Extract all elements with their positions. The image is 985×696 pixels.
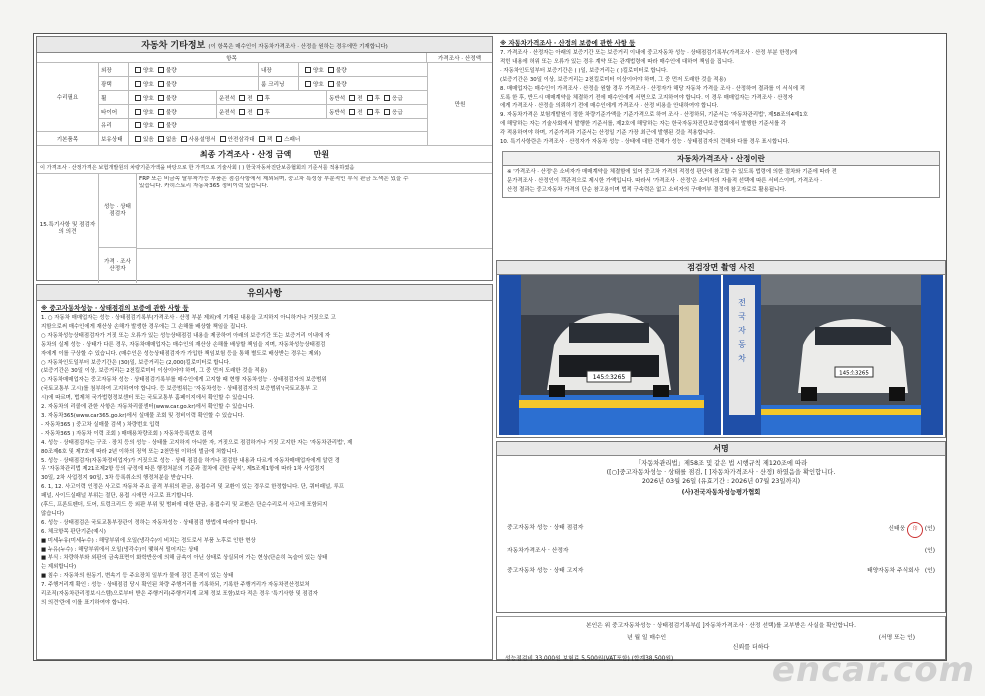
checkbox[interactable] <box>349 109 355 115</box>
text-line: · 자동차인도일부터 보증기간은 ( )일, 보증거리는 ( )킬로미터로 합니다. <box>500 67 668 74</box>
text-line: 3. 자동차365(www.car365.go.kr)에서 실매물 조회 및 정비이력 확인할 수 있습니다. <box>41 412 245 419</box>
checkbox[interactable] <box>257 109 263 115</box>
opt-spare: 응급 <box>392 109 403 116</box>
text-line: 6. 체크항목 판단기준(예시) <box>41 528 106 535</box>
opt-front: 전 <box>247 95 253 102</box>
opt-bad: 불량 <box>165 123 177 129</box>
checkbox[interactable] <box>328 67 334 73</box>
special-inspector-text <box>139 176 490 190</box>
text-line: 2. 자동차의 리콜에 관한 사항은 자동차리콜센터(www.car.go.kr)에서 확인할 수 있습니다. <box>41 404 255 411</box>
checkbox[interactable] <box>158 136 164 142</box>
col-item-header: 항목 <box>37 53 427 62</box>
text-line: - 자동차365 ) 중고차 실매물 검색 ) 차량번호 입력 <box>41 421 160 428</box>
opt-none: 없음 <box>165 136 177 143</box>
opt-bad: 불량 <box>165 109 177 116</box>
checkbox[interactable] <box>305 67 311 73</box>
notifier-label: 중고자동차 성능 · 상태 고지자 <box>507 568 584 574</box>
inspector-label: 중고자동차 성능 · 상태 점검자 <box>507 525 584 531</box>
svg-text:자: 자 <box>738 326 746 335</box>
text-line: 80조제6호 및 제7호에 따라 2년 이하의 징역 또는 2천만원 이하의 벌금에 처합니다. <box>41 448 239 455</box>
text-line: 않습니다) <box>41 510 64 517</box>
text-line: 1. ○ 자동차 매매업자는 성능 · 상태점검기록부(가격조사 · 산정 부분 제외)에 기재된 내용을 고지하지 아니하거나 거짓으로 고 <box>41 315 336 321</box>
checkbox[interactable] <box>135 95 141 101</box>
text-line: 8. 매매업자는 매수인이 가격조사 · 산정을 원할 경우 가격조사 · 산정자가 해당 자동차 가격을 조사 · 산정하여 결과를 이 서식에 적 <box>500 85 805 92</box>
text-line: 5. 성능 · 상태점검자(자동차정비업자)가 거짓으로 성능 · 상태 점검을 하거나 점검한 내용과 다르게 자동차매매업자에게 알린 경 <box>41 457 340 464</box>
statement-date: 2026년 03월 26일 (유효기간 : 2026년 07월 23일까지) <box>641 478 801 485</box>
row-label: 동반석 <box>329 109 346 116</box>
receipt-line: 본인은 위 중고자동차성능 · 상태점검기록부([ ]자동차가격조사 · 산정 선택)를 교부받은 사실을 확인합니다. <box>585 623 857 629</box>
text-line: (국토교통부 고시)를 첨부하여 고지하여야 합니다. 등 보증범위는 '자동차성능 · 상태점검자의 보증범위'(국토교통부 고 <box>41 386 318 393</box>
text-line: 4. 성능 · 상태점검자는 구조 · 장치 등의 성능 · 상태를 고지하지 아니한 자, 거짓으로 점검하거나 거짓 고지한 자는 '자동차관리법', 제 <box>41 439 353 446</box>
opt-bad: 불량 <box>165 81 177 88</box>
checkbox[interactable] <box>158 67 164 73</box>
text-line: (보증기간은 30일 이상, 보증거리는 2천킬로미터 이상이어야 하며, 그 중 먼저 도래한 것을 적용) <box>500 76 726 83</box>
signature-title: 서명 <box>497 442 945 456</box>
opt-spanner: 스패너 <box>284 136 301 143</box>
checkbox[interactable] <box>328 81 334 87</box>
opt-good: 양호 <box>143 95 154 102</box>
opt-manual: 사용설명서 <box>188 136 216 143</box>
text-line: 동차의 실제 성능 · 상태가 다른 경우, 자동차매매업자는 매수인의 재산상 손해를 배상할 책임을 지며, 자동차성능상태점검 <box>41 341 326 348</box>
basic-options <box>129 132 427 145</box>
price-unit: 만원 <box>427 63 492 146</box>
red-seal-stamp: 印 <box>907 522 923 538</box>
opt-good: 양호 <box>143 123 154 129</box>
opt-front: 전 <box>357 109 363 116</box>
row-label: 광택 <box>99 77 129 90</box>
special-appraiser-label: 가격 · 조사 산정자 <box>99 248 137 283</box>
checkbox[interactable] <box>239 95 245 101</box>
text-line: 리조직(자동차관리정보시스템)으로부터 받은 주행거리(주행거리계 교체 정보 포함)보다 적은 경우 '특기사항 및 점검자 <box>41 591 318 598</box>
text-line: 6. 성능 · 상태점검은 국토교통부장관이 정하는 자동차성능 · 상태점검 방법에 따라야 합니다. <box>41 519 258 526</box>
guarantee-list <box>496 49 946 147</box>
checkbox[interactable] <box>181 136 187 142</box>
col-price-header: 가격조사 · 산정액 <box>437 55 482 62</box>
checkbox[interactable] <box>220 136 226 142</box>
text-line: 의 의견'란에 이를 표기하여야 합니다. <box>41 600 130 606</box>
special-text-line: FRP 또는 비금속 탈부착가능 부품은 점검사항에서 제외되며, 중고차 특성상 부분적인 부식 판금 도색은 있을 수 <box>139 176 409 182</box>
opt-bad: 불량 <box>335 67 347 74</box>
row-label: 룸 크리닝 <box>259 77 299 90</box>
checkbox[interactable] <box>367 95 373 101</box>
notice-section <box>36 284 493 660</box>
statement-line-1: 「자동차관리법」제58조 및 같은 법 시행규칙 제120조에 따라 <box>634 460 808 467</box>
text-line: ○ 자동차성능상태점검자가 거짓 또는 오류가 있는 성능상태점검 내용을 제공하여 아래의 보증기간 또는 보증거리 이내에 자 <box>41 332 331 339</box>
appraiser-label: 자동차가격조사 · 산정자 <box>507 548 569 554</box>
checkbox[interactable] <box>158 122 164 128</box>
rear-plate-text: 145소3265 <box>839 370 869 377</box>
text-line: 에 해당하는 자는 기술사회에서 발행한 기준서를, 제2호에 해당하는 자는 한국자동차진단보증협회에서 발행한 기준서를 각 <box>500 121 787 128</box>
opt-jack: 잭 <box>266 136 273 143</box>
text-line: 우 '자동차관리법 제21조제2항 등의 규정에 따른 행정처분의 기준과 절차에 관한 규칙', 제5조제1항에 따라 1차 사업정지 <box>41 466 325 473</box>
text-line: 도록 한 후, 반드시 매매계약을 체결하기 전에 매수인에게 서면으로 고지하여야 합니다. 이 경우 매매업자는 가격조사 · 산정자 <box>500 94 793 101</box>
statement-line-2: ([○]중고자동차성능 · 상태를 점검, [ ]자동차가격조사 · 산정) 하였음을 확인합니다. <box>606 469 836 476</box>
opt-triangle: 안전삼각대 <box>227 136 255 143</box>
row-label: 외장 <box>99 63 129 76</box>
opt-bad: 불량 <box>165 95 177 102</box>
checkbox[interactable] <box>135 67 141 73</box>
opt-bad: 불량 <box>335 81 347 88</box>
price-info-title: 자동차가격조사 · 산정이란 <box>503 152 939 166</box>
checkbox[interactable] <box>158 81 164 87</box>
opt-rear: 후 <box>264 95 271 102</box>
text-line: 에게 가격조사 · 산정을 의뢰하기 전에 매수인에게 가격조사 · 산정 비용을 안내하여야 합니다. <box>500 103 719 110</box>
text-line: ○ 자동차인도일부터 보증기간은 (30)일, 보증거리는 (2,000)킬로미터로 합니다. <box>41 359 231 366</box>
checkbox[interactable] <box>158 109 164 115</box>
text-line: 7. 가격조사 · 산정자는 아래의 보증기간 또는 보증거리 이내에 중고자동차 성능 · 상태점검기록부(가격조사 · 산정 부분 한정)에 <box>500 50 798 56</box>
row-label: 운전석 <box>219 95 236 102</box>
seal-mark: (인) <box>924 548 935 554</box>
text-line: 자에게 이를 구상할 수 있습니다. (매수인은 성능상태점검자가 가입한 책임보험 등을 통해 별도로 배상받는 경우는 제외) <box>41 350 321 357</box>
text-line: ■ 침수 : 자동차의 원동기, 변속기 등 주요장치 일부가 물에 잠긴 흔적이 있는 상태 <box>41 573 234 580</box>
checkbox[interactable] <box>239 109 245 115</box>
appraiser-row <box>497 545 945 554</box>
guarantee-heading: ※ 자동차가격조사 · 산정의 보증에 관한 사항 등 <box>500 39 636 47</box>
seal-mark: (인) <box>924 568 935 574</box>
text-line: 6. 1, 12. 사고이력 인정은 사고로 자동차 주요 골격 부위의 판금, 용접수리 및 교환이 있는 경우로 한정합니다. 단, 쿼터패널, 루프 <box>41 484 345 491</box>
seal-mark: (인) <box>924 526 935 532</box>
notice-title: 유의사항 <box>37 285 492 301</box>
checkbox[interactable] <box>367 109 373 115</box>
text-line: 7. 주행거리계 확인 : 성능 · 상태점검 당시 확인된 차량 주행거리를 기록하되, 기록한 주행거리가 자동차전산정보처 <box>41 582 310 589</box>
special-notes-label: 15.특기사항 및 점검자의 의견 <box>37 174 99 283</box>
left-column <box>36 36 493 658</box>
inspector-row <box>497 522 945 538</box>
text-line: 각 적용하여야 하며, 기준가격과 기준서는 산정일 기준 가장 최근에 발행된 것을 적용합니다. <box>500 130 715 137</box>
opt-front: 전 <box>357 95 363 102</box>
final-price-label: 최종 가격조사 · 산정 금액 <box>199 149 292 159</box>
text-line: ※ '가격조사 · 산정'은 소비자가 매매계약을 체결함에 있어 중고차 가격의 적정성 판단에 참고할 수 있도록 법령에 의한 절차와 기준에 따라 전 <box>507 168 837 175</box>
text-line: 적힌 내용에 허위 또는 오류가 있는 경우 계약 또는 관계법령에 따라 매수인에 대하여 책임을 집니다. <box>500 58 734 65</box>
opt-good: 양호 <box>313 81 324 88</box>
checkbox[interactable] <box>135 122 141 128</box>
front-plate-text: 145소3265 <box>592 374 626 381</box>
front-photo <box>499 275 721 435</box>
opt-good: 양호 <box>143 109 154 116</box>
checkbox[interactable] <box>384 109 390 115</box>
row-label: 타이어 <box>99 105 129 118</box>
text-line: 9. 자동차가격은 보험개발원이 정한 차량기준가액을 기준가격으로 하여 조사 · 산정하되, 기준서는 '자동차관리법', 제58조의4제1호 <box>500 112 808 119</box>
opt-rear: 후 <box>374 95 381 102</box>
association-name: (사)전국자동차성능평가협회 <box>681 489 761 496</box>
inspector-name: 신태웅 <box>888 526 906 532</box>
final-price-unit: 만원 <box>313 149 330 159</box>
checkbox[interactable] <box>135 81 141 87</box>
opt-have: 있음 <box>143 136 154 143</box>
basic-status-label: 보유상태 <box>99 132 129 145</box>
row-label: 동반석 <box>329 95 346 102</box>
checkbox[interactable] <box>276 136 282 142</box>
inspection-record-sheet <box>33 33 947 661</box>
text-line: (보증기간은 30일 이상, 보증거리는 2천킬로미터 이상이어야 하며, 그 중 먼저 도래한 것을 적용) <box>41 368 267 375</box>
opt-spare: 응급 <box>392 95 403 102</box>
rear-photo <box>723 275 943 435</box>
price-info-text <box>503 166 939 197</box>
text-line: 는 제외합니다) <box>41 564 77 571</box>
checkbox[interactable] <box>349 95 355 101</box>
opt-rear: 후 <box>264 109 271 116</box>
encar-watermark: encar.com <box>771 650 975 690</box>
text-line: ■ 누유(누수) : 해당부위에서 오일(냉각수)이 맺혀서 떨어지는 상태 <box>41 546 199 553</box>
photo-title: 점검장면 촬영 사진 <box>497 261 945 275</box>
text-line: ○ 자동차매매업자는 중고자동차 성능 · 상태점검기록부를 매수인에게 고지할 때 현행 자동차성능 · 상태점검자의 보증범위 <box>41 377 327 384</box>
notifier-row <box>497 565 945 574</box>
signature-statement <box>497 459 945 497</box>
notifier-name: 태양자동차 주식회사 <box>867 568 920 574</box>
row-label: 유리 <box>99 119 129 131</box>
text-line: 10. 특기사항란은 가격조사 · 산정자가 자동차 성능 · 상태에 대한 견해가 성능 · 상태점검자의 견해와 다를 경우 표시합니다. <box>500 139 790 146</box>
price-basis-note: 이 가격조사 · 산정가격은 보험개발원의 차량기준가액을 바탕으로 한 가격으로 기술사회 ( ) 한국자동차진단보증협회의 기준서를 적용하였음 <box>37 163 492 174</box>
opt-bad: 불량 <box>165 67 177 74</box>
checkbox[interactable] <box>384 95 390 101</box>
opt-good: 양호 <box>143 81 154 88</box>
checkbox[interactable] <box>135 136 141 142</box>
photo-section <box>496 260 946 438</box>
text-line: ■ 미세누유(미세누수) : 해당부위에 오일(냉각수)이 비치는 정도로서 부품 노후로 인한 현상 <box>41 537 256 544</box>
text-line: 패널, 사이드실패널 부위는 절단, 용접 시에만 사고로 표기합니다. <box>41 493 194 500</box>
checkbox[interactable] <box>158 95 164 101</box>
opt-rear: 후 <box>374 109 381 116</box>
special-inspector-label: 성능 · 상태 점검자 <box>99 174 137 248</box>
text-line: 30일, 2차 사업정지 90일, 3차 등록취소의 행정처분을 받습니다. <box>41 475 194 482</box>
row-label: 휠 <box>99 91 129 104</box>
group-basic-label: 기본품목 <box>37 132 99 145</box>
other-info-title: 자동차 기타정보 (이 항목은 매수인이 자동차가격조사 · 산정을 원하는 경우에만 기재합니다) <box>37 37 492 53</box>
checkbox[interactable] <box>259 136 265 142</box>
row-label: 운전석 <box>219 109 236 116</box>
trust-slogan: 신뢰를 더하다 <box>732 644 770 651</box>
text-line: 산정 결과는 중고자동차 가격의 단순 참고용이며 법적 구속력은 없고 소비자의 구매여부 결정에 참고자료로 활용됩니다. <box>507 186 787 193</box>
group-repair-label: 수리필요 <box>37 63 99 132</box>
signature-section <box>496 441 946 613</box>
guarantee-section <box>496 36 946 258</box>
svg-text:국: 국 <box>738 312 746 321</box>
notice-heading: ※ 중고자동차성능 · 상태점검의 보증에 관한 사항 등 <box>41 304 189 312</box>
opt-good: 양호 <box>313 67 324 74</box>
final-price-row <box>37 146 492 163</box>
receipt-date: 년 월 일 매수인 <box>627 635 667 641</box>
checkbox[interactable] <box>257 95 263 101</box>
text-line: 문가격조사 · 산정인이 객관적으로 제시한 가액입니다. 따라서 '가격조사 · 산정'은 소비자의 자율적 선택에 따른 서비스이며, 가격조사 · <box>507 177 822 184</box>
text-line: ■ 부식 : 차량하부와 외판의 금속표면이 화학반응에 의해 금속이 아닌 상태로 상실되어 가는 현상(단순히 녹슬어 있는 상태 <box>41 555 328 562</box>
checkbox[interactable] <box>305 81 311 87</box>
text-line: 시)에 따르며, 법제처 국가법령정보센터 또는 국토교통부 홈페이지에서 확인할 수 있습니다. <box>41 395 255 402</box>
checkbox[interactable] <box>135 109 141 115</box>
other-info-section <box>36 36 493 281</box>
text-line: - 자동차365 ) 자동차 이력 조회 ) 매매용차량조회 ) 자동차등록번호 검색 <box>41 430 213 437</box>
right-column <box>496 36 946 662</box>
notice-list <box>37 314 492 608</box>
svg-text:차: 차 <box>738 354 746 363</box>
price-info-box <box>502 151 940 198</box>
text-line: 지함으로써 매수인에게 재산상 손해가 발생한 경우에는 그 손해를 배상할 책임을 집니다. <box>41 323 248 330</box>
special-text-line: 있습니다. 카히스토리 자동차365 정비이력 있습니다. <box>139 183 269 189</box>
fee-line: 성능점검비 33,000원 보험료 5,500원(VAT포함) (합계38,500원) <box>505 656 674 662</box>
svg-text:동: 동 <box>738 340 746 349</box>
receipt-sign: (서명 또는 인) <box>878 635 915 641</box>
svg-text:전: 전 <box>738 298 746 307</box>
opt-front: 전 <box>247 109 253 116</box>
text-line: (후드, 프론트펜더, 도어, 트렁크리드 등 외판 부위 및 범퍼에 대한 판금, 용접수리 및 교환은 단순수리로서 사고에 포함되지 <box>41 502 328 509</box>
row-label: 내장 <box>259 63 299 76</box>
opt-good: 양호 <box>143 67 154 74</box>
